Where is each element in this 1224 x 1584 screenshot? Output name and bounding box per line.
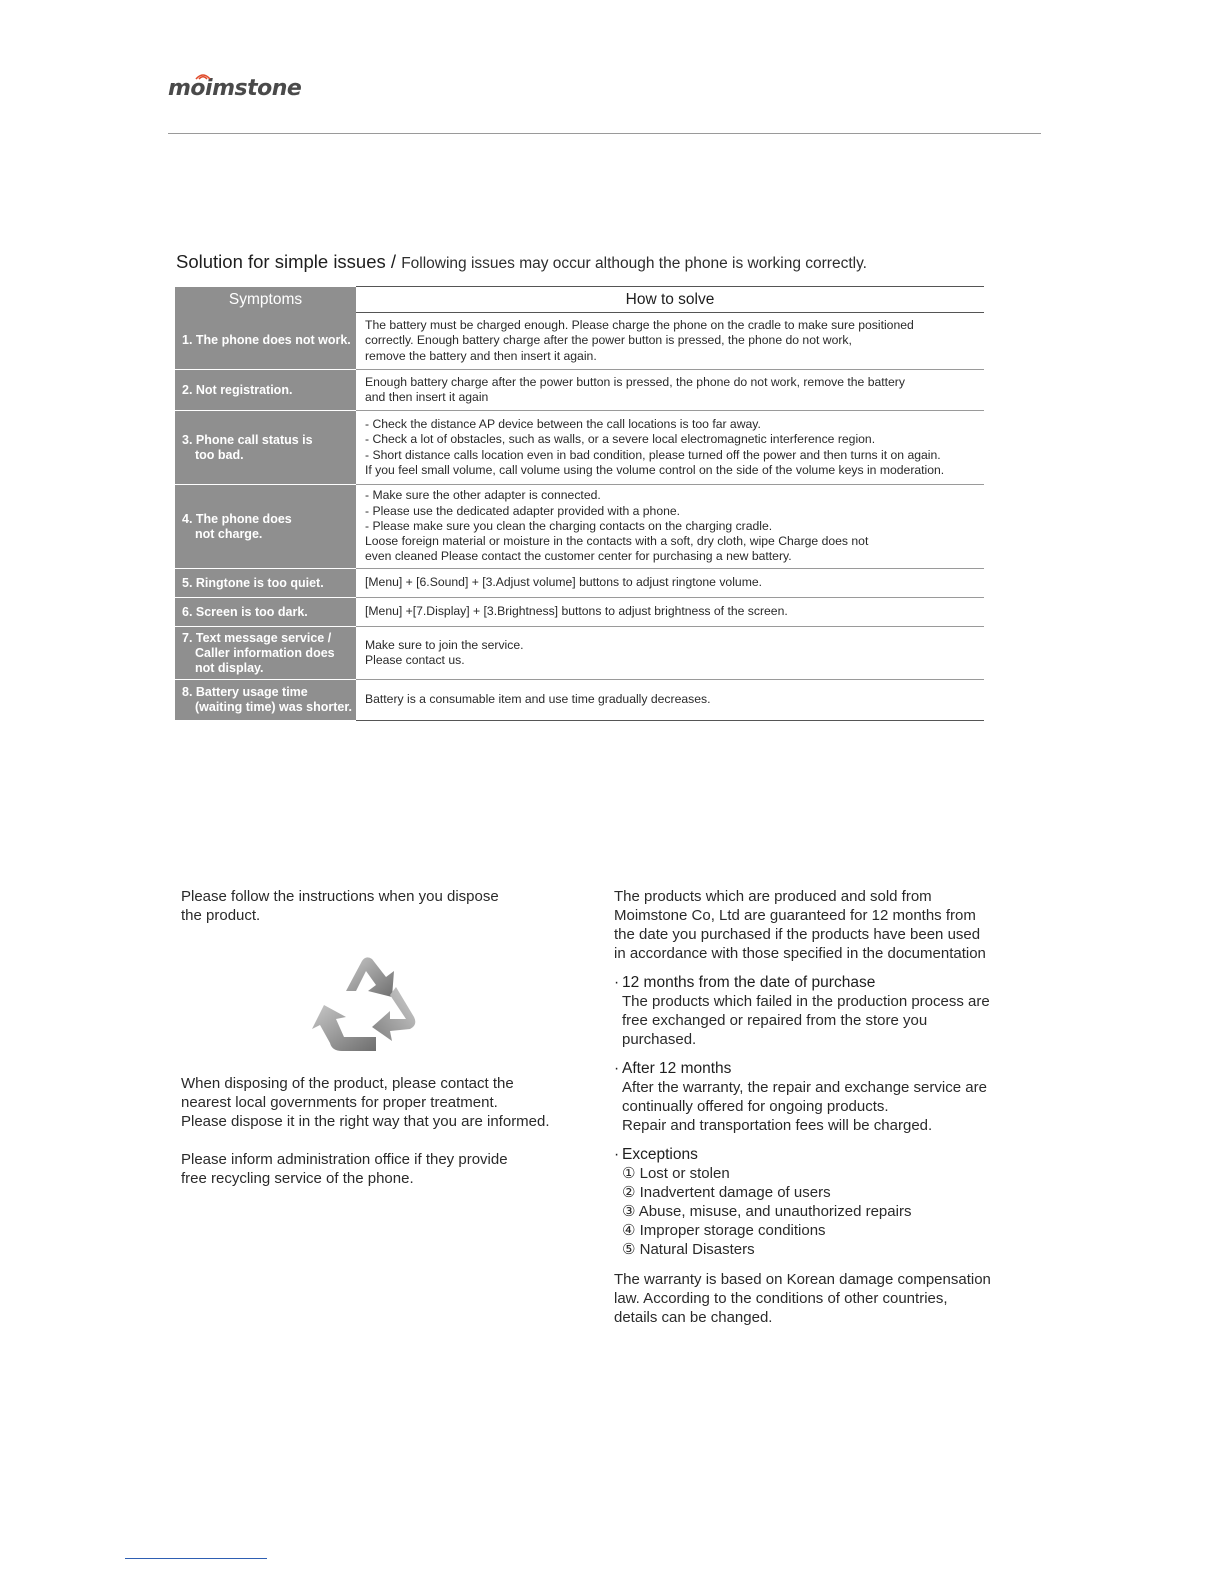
- symptom-text: 6. Screen is too dark.: [182, 604, 308, 619]
- disposal-details: [181, 1074, 581, 1188]
- warranty-exceptions-title: Exceptions: [622, 1146, 698, 1163]
- solution-cell: - Make sure the other adapter is connected. - Please use the dedicated adapter provided with a phone. - Please make sure you clean the charging contacts on the charging cradle. Loose foreign material or moisture in the contacts with a soft, dry cloth, wipe Charge does not even cleaned Please contact the customer center for purchasing a new battery.: [356, 485, 984, 569]
- symptom-text: 7. Text message service /: [182, 630, 332, 645]
- solution-cell: - Check the distance AP device between the call locations is too far away. - Check a lot of obstacles, such as walls, or a severe local electromagnetic interference region. - Short distance calls location even in bad condition, please turned off the power and then turns it on again. If you feel small volume, call volume using the volume control on the side of the volume keys in moderation.: [356, 411, 984, 485]
- solution-cell: [Menu] +[7.Display] + [3.Brightness] buttons to adjust brightness of the screen.: [356, 598, 984, 627]
- symptom-cell: [175, 627, 356, 680]
- list-item: ② Inadvertent damage of users: [622, 1184, 831, 1201]
- bullet-icon: ·: [614, 974, 620, 991]
- table-row: [175, 485, 984, 569]
- footnote-divider: [125, 1558, 267, 1559]
- symptom-text: not charge.: [195, 526, 263, 541]
- warranty-footer: The warranty is based on Korean damage compensation law. According to the conditions of other countries, details can be changed.: [614, 1271, 991, 1326]
- symptom-cell: [175, 485, 356, 569]
- table-row: [175, 313, 984, 370]
- symptom-text: too bad.: [195, 447, 244, 462]
- solution-cell: Enough battery charge after the power button is pressed, the phone do not work, remove the battery and then insert it again: [356, 370, 984, 411]
- symptom-text: not display.: [195, 660, 264, 675]
- list-item: ① Lost or stolen: [622, 1165, 730, 1182]
- symptom-cell: [175, 313, 356, 370]
- list-item: ⑤ Natural Disasters: [622, 1241, 755, 1258]
- section-title: [176, 251, 867, 273]
- warranty-section: [614, 887, 1014, 1327]
- table-row: [175, 598, 984, 627]
- symptom-cell: [175, 370, 356, 411]
- table-row: [175, 370, 984, 411]
- symptom-text: Caller information does: [195, 645, 335, 660]
- symptoms-header: Symptoms: [175, 287, 356, 313]
- warranty-within-body: The products which failed in the production process are free exchanged or repaired from the store you purchased.: [622, 993, 990, 1048]
- warranty-after-title: After 12 months: [622, 1060, 732, 1077]
- symptom-cell: [175, 598, 356, 627]
- disposal-contact: When disposing of the product, please contact the nearest local governments for proper treatment. Please dispose it in the right way that you are informed.: [181, 1075, 550, 1130]
- header-divider: [168, 133, 1041, 134]
- warranty-within-title: 12 months from the date of purchase: [622, 974, 876, 991]
- warranty-intro: The products which are produced and sold from Moimstone Co, Ltd are guaranteed for 12 months from the date you purchased if the products have been used in accordance with those specified in the documentation: [614, 888, 986, 962]
- warranty-after-body: After the warranty, the repair and exchange service are continually offered for ongoing products. Repair and transportation fees will be charged.: [622, 1079, 987, 1134]
- symptom-text: 1. The phone does not work.: [182, 333, 351, 348]
- section-title-sub: Following issues may occur although the phone is working correctly.: [401, 255, 867, 272]
- solution-header: How to solve: [356, 287, 984, 313]
- symptom-cell: [175, 411, 356, 485]
- disposal-recycling: Please inform administration office if they provide free recycling service of the phone.: [181, 1151, 508, 1187]
- warranty-after-heading: [614, 1059, 1014, 1078]
- table-header-row: [175, 287, 984, 313]
- recycle-icon: [306, 947, 426, 1067]
- list-item: ④ Improper storage conditions: [622, 1222, 826, 1239]
- symptom-cell: [175, 680, 356, 721]
- table-row: [175, 680, 984, 721]
- warranty-exceptions-heading: [614, 1145, 1014, 1164]
- section-title-main: Solution for simple issues /: [176, 251, 397, 272]
- symptom-text: 4. The phone does: [182, 511, 292, 526]
- table-row: [175, 411, 984, 485]
- brand-logo: [168, 76, 301, 101]
- symptom-text: (waiting time) was shorter.: [195, 700, 352, 714]
- solution-cell: Battery is a consumable item and use time gradually decreases.: [356, 680, 984, 721]
- list-item: ③ Abuse, misuse, and unauthorized repairs: [622, 1203, 912, 1220]
- warranty-within-heading: [614, 973, 1014, 992]
- bullet-icon: ·: [614, 1146, 620, 1163]
- symptom-cell: [175, 569, 356, 598]
- symptom-text: 2. Not registration.: [182, 382, 293, 397]
- signal-waves-icon: [194, 70, 212, 80]
- solution-cell: Make sure to join the service. Please contact us.: [356, 627, 984, 680]
- solution-cell: The battery must be charged enough. Please charge the phone on the cradle to make sure positioned correctly. Enough battery charge after the power button is pressed, the phone do not work, remove the battery and then insert it again.: [356, 313, 984, 370]
- table-body: [175, 313, 984, 721]
- solution-cell: [Menu] + [6.Sound] + [3.Adjust volume] buttons to adjust ringtone volume.: [356, 569, 984, 598]
- disposal-intro: Please follow the instructions when you dispose the product.: [181, 888, 499, 924]
- table-row: [175, 627, 984, 680]
- symptom-text: 5. Ringtone is too quiet.: [182, 575, 324, 590]
- table-row: [175, 569, 984, 598]
- symptom-text: 3. Phone call status is: [182, 432, 313, 447]
- exceptions-list: [614, 1164, 1014, 1259]
- troubleshooting-table: [175, 286, 984, 721]
- symptom-text: 8. Battery usage time: [182, 685, 308, 699]
- brand-name: moimstone: [168, 76, 302, 101]
- disposal-section: [181, 887, 571, 1187]
- bullet-icon: ·: [614, 1060, 620, 1077]
